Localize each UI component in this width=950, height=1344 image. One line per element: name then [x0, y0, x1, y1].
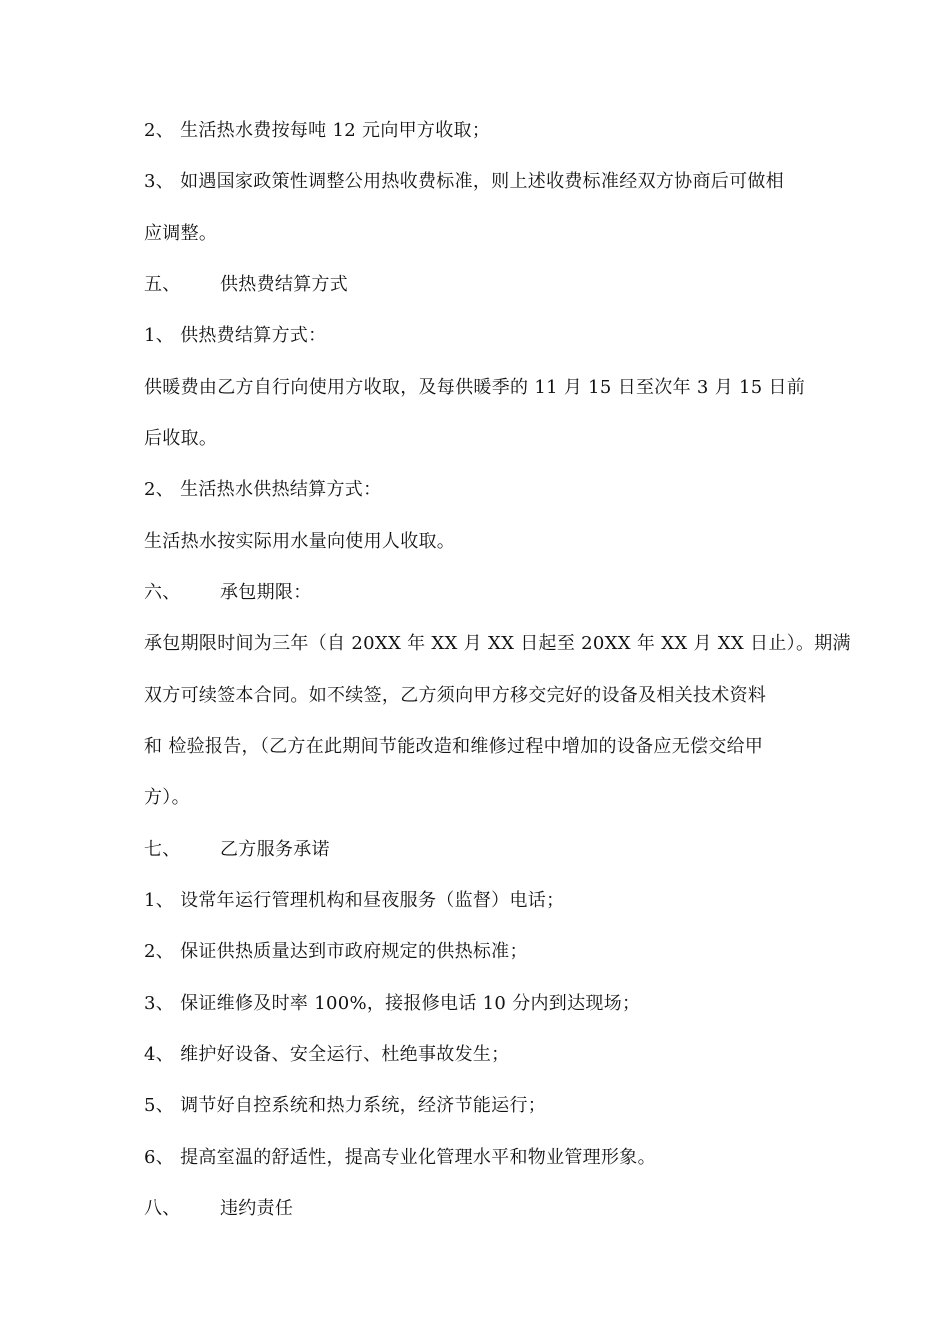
paragraph-line: 方）。: [144, 787, 190, 808]
section-number: 八、: [144, 1198, 181, 1219]
section-number: 五、: [144, 274, 181, 295]
paragraph-line: 2、 生活热水供热结算方式：: [144, 479, 382, 500]
section-number: 七、: [144, 839, 181, 860]
section-title: 违约责任: [220, 1198, 294, 1219]
section-number: 六、: [144, 582, 181, 603]
section-heading: [144, 273, 348, 297]
paragraph-line: 承包期限时间为三年（自 20XX 年 XX 月 XX 日起至 20XX 年 XX 月 XX 日止）。期满: [144, 633, 851, 654]
paragraph-line: 3、 如遇国家政策性调整公用热收费标准，则上述收费标准经双方协商后可做相: [144, 171, 784, 192]
paragraph-line: 和 检验报告，（乙方在此期间节能改造和维修过程中增加的设备应无偿交给甲: [144, 736, 764, 757]
section-title: 乙方服务承诺: [220, 839, 330, 860]
list-item: 6、 提高室温的舒适性，提高专业化管理水平和物业管理形象。: [144, 1147, 656, 1168]
section-heading: [144, 838, 330, 862]
list-item: 4、 维护好设备、安全运行、杜绝事故发生；: [144, 1044, 510, 1065]
list-item: 3、 保证维修及时率 100%，接报修电话 10 分内到达现场；: [144, 993, 641, 1014]
section-title: 供热费结算方式: [220, 274, 349, 295]
paragraph-line: 双方可续签本合同。如不续签，乙方须向甲方移交完好的设备及相关技术资料: [144, 685, 767, 706]
section-title: 承包期限：: [220, 582, 312, 603]
paragraph-line: 生活热水按实际用水量向使用人收取。: [144, 531, 456, 552]
section-heading: [144, 581, 312, 605]
list-item: 1、 设常年运行管理机构和昼夜服务（监督）电话；: [144, 890, 565, 911]
paragraph-line: 供暖费由乙方自行向使用方收取，及每供暖季的 11 月 15 日至次年 3 月 15 日前: [144, 377, 806, 398]
list-item: 5、 调节好自控系统和热力系统，经济节能运行；: [144, 1095, 547, 1116]
paragraph-line: 后收取。: [144, 428, 218, 449]
section-heading: [144, 1197, 293, 1221]
list-item: 2、 保证供热质量达到市政府规定的供热标准；: [144, 941, 528, 962]
paragraph-line: 2、 生活热水费按每吨 12 元向甲方收取；: [144, 120, 491, 141]
paragraph-line: 1、 供热费结算方式：: [144, 325, 327, 346]
paragraph-line: 应调整。: [144, 223, 218, 244]
